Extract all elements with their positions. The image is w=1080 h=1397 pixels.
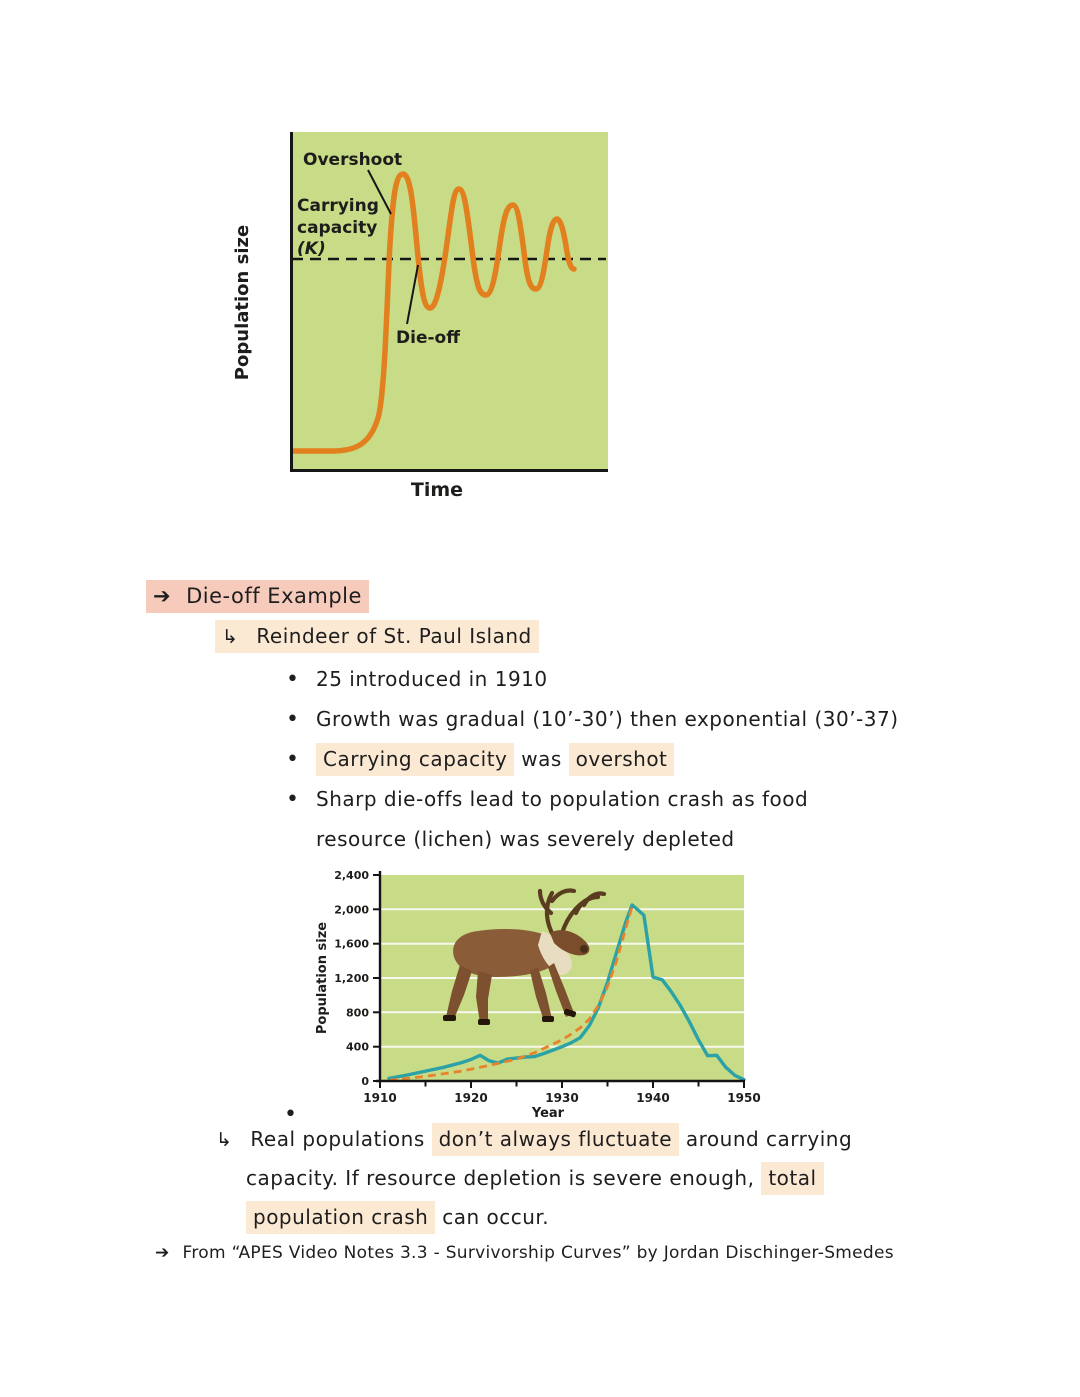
bullet-item-dieoffs-line2 bbox=[316, 827, 735, 851]
hook-arrow-icon: ↳ bbox=[222, 626, 239, 648]
bullet-item-introduced bbox=[286, 667, 548, 692]
svg-text:1910: 1910 bbox=[363, 1091, 397, 1105]
fig1-ylabel-text: Population size bbox=[232, 224, 254, 380]
subitem-reindeer bbox=[215, 624, 539, 648]
svg-text:2,000: 2,000 bbox=[334, 903, 369, 917]
fig1-carrying-label-line3: (K) bbox=[297, 239, 326, 259]
attribution-text: From “APES Video Notes 3.3 - Survivorship Curves” by Jordan Dischinger-Smedes bbox=[182, 1243, 894, 1263]
svg-text:1,600: 1,600 bbox=[334, 937, 369, 951]
bullet-item-overshot bbox=[286, 747, 674, 772]
empty-bullet bbox=[284, 1102, 297, 1127]
paragraph-text: capacity. If resource depletion is severe enough, bbox=[246, 1166, 762, 1190]
bullet-item-growth bbox=[286, 707, 899, 732]
fig1-y-axis-label bbox=[226, 132, 260, 472]
fluctuate-highlight: don’t always fluctuate bbox=[432, 1123, 679, 1156]
svg-text:1940: 1940 bbox=[636, 1091, 670, 1105]
bullet-icon: • bbox=[286, 667, 300, 692]
svg-text:1,200: 1,200 bbox=[334, 972, 369, 985]
paragraph-text: Real populations bbox=[250, 1127, 432, 1151]
fig1-overshoot-label: Overshoot bbox=[303, 150, 403, 170]
reindeer-muzzle bbox=[580, 945, 588, 953]
bullet-item-dieoffs-line1 bbox=[286, 787, 808, 812]
svg-text:0: 0 bbox=[361, 1075, 369, 1088]
bullet-text: Growth was gradual (10’-30’) then exponential (30’-37) bbox=[316, 707, 899, 731]
bullet-text-continuation: resource (lichen) was severely depleted bbox=[316, 827, 735, 851]
subitem-real-populations-line1 bbox=[216, 1127, 852, 1151]
svg-text:400: 400 bbox=[346, 1040, 369, 1054]
right-arrow-icon: ➔ bbox=[155, 1243, 170, 1263]
hook-arrow-icon: ↳ bbox=[216, 1129, 233, 1151]
subitem-highlight bbox=[215, 620, 539, 653]
bullet-icon: • bbox=[286, 707, 300, 732]
bullet-text: Sharp die-offs lead to population crash as food bbox=[316, 787, 809, 811]
svg-text:1930: 1930 bbox=[545, 1091, 579, 1105]
bullet-text: 25 introduced in 1910 bbox=[316, 667, 548, 691]
heading-highlight bbox=[146, 580, 369, 613]
fig1-dieoff-label: Die-off bbox=[396, 328, 460, 348]
fig2-y-tick-labels bbox=[334, 869, 369, 1088]
heading-text: Die-off Example bbox=[186, 584, 362, 608]
fig2-x-tick-labels bbox=[363, 1091, 760, 1105]
fig2-x-axis-label: Year bbox=[531, 1106, 565, 1119]
population-crash-highlight: population crash bbox=[246, 1201, 435, 1234]
fig1-plot-background bbox=[290, 132, 608, 472]
paragraph-text: can occur. bbox=[435, 1205, 550, 1229]
bullet-icon: • bbox=[286, 747, 300, 772]
fig1-x-axis-label: Time bbox=[410, 479, 464, 501]
svg-text:800: 800 bbox=[346, 1006, 369, 1020]
subitem-real-populations-line2 bbox=[246, 1166, 824, 1190]
total-highlight: total bbox=[761, 1162, 823, 1195]
fig2-reindeer-population-chart bbox=[312, 863, 762, 1119]
svg-text:1950: 1950 bbox=[727, 1091, 761, 1105]
fig2-y-axis-label: Population size bbox=[315, 921, 330, 1035]
fig1-carrying-label-line2: capacity bbox=[297, 218, 378, 238]
fig1-carrying-label-line1: Carrying bbox=[297, 196, 379, 216]
bullet-text: was bbox=[514, 747, 569, 771]
right-arrow-icon: ➔ bbox=[153, 584, 172, 608]
carrying-capacity-highlight: Carrying capacity bbox=[316, 743, 514, 776]
heading-die-off-example bbox=[146, 584, 369, 608]
paragraph-text: around carrying bbox=[679, 1127, 853, 1151]
subitem-text: Reindeer of St. Paul Island bbox=[256, 624, 532, 648]
overshot-highlight: overshot bbox=[569, 743, 675, 776]
source-attribution bbox=[155, 1243, 894, 1263]
subitem-real-populations-line3 bbox=[246, 1205, 549, 1229]
bullet-icon: • bbox=[286, 787, 300, 812]
svg-text:1920: 1920 bbox=[454, 1091, 488, 1105]
svg-text:2,400: 2,400 bbox=[334, 869, 369, 882]
bullet-icon: • bbox=[284, 1102, 298, 1127]
fig1-overshoot-chart bbox=[290, 132, 608, 472]
